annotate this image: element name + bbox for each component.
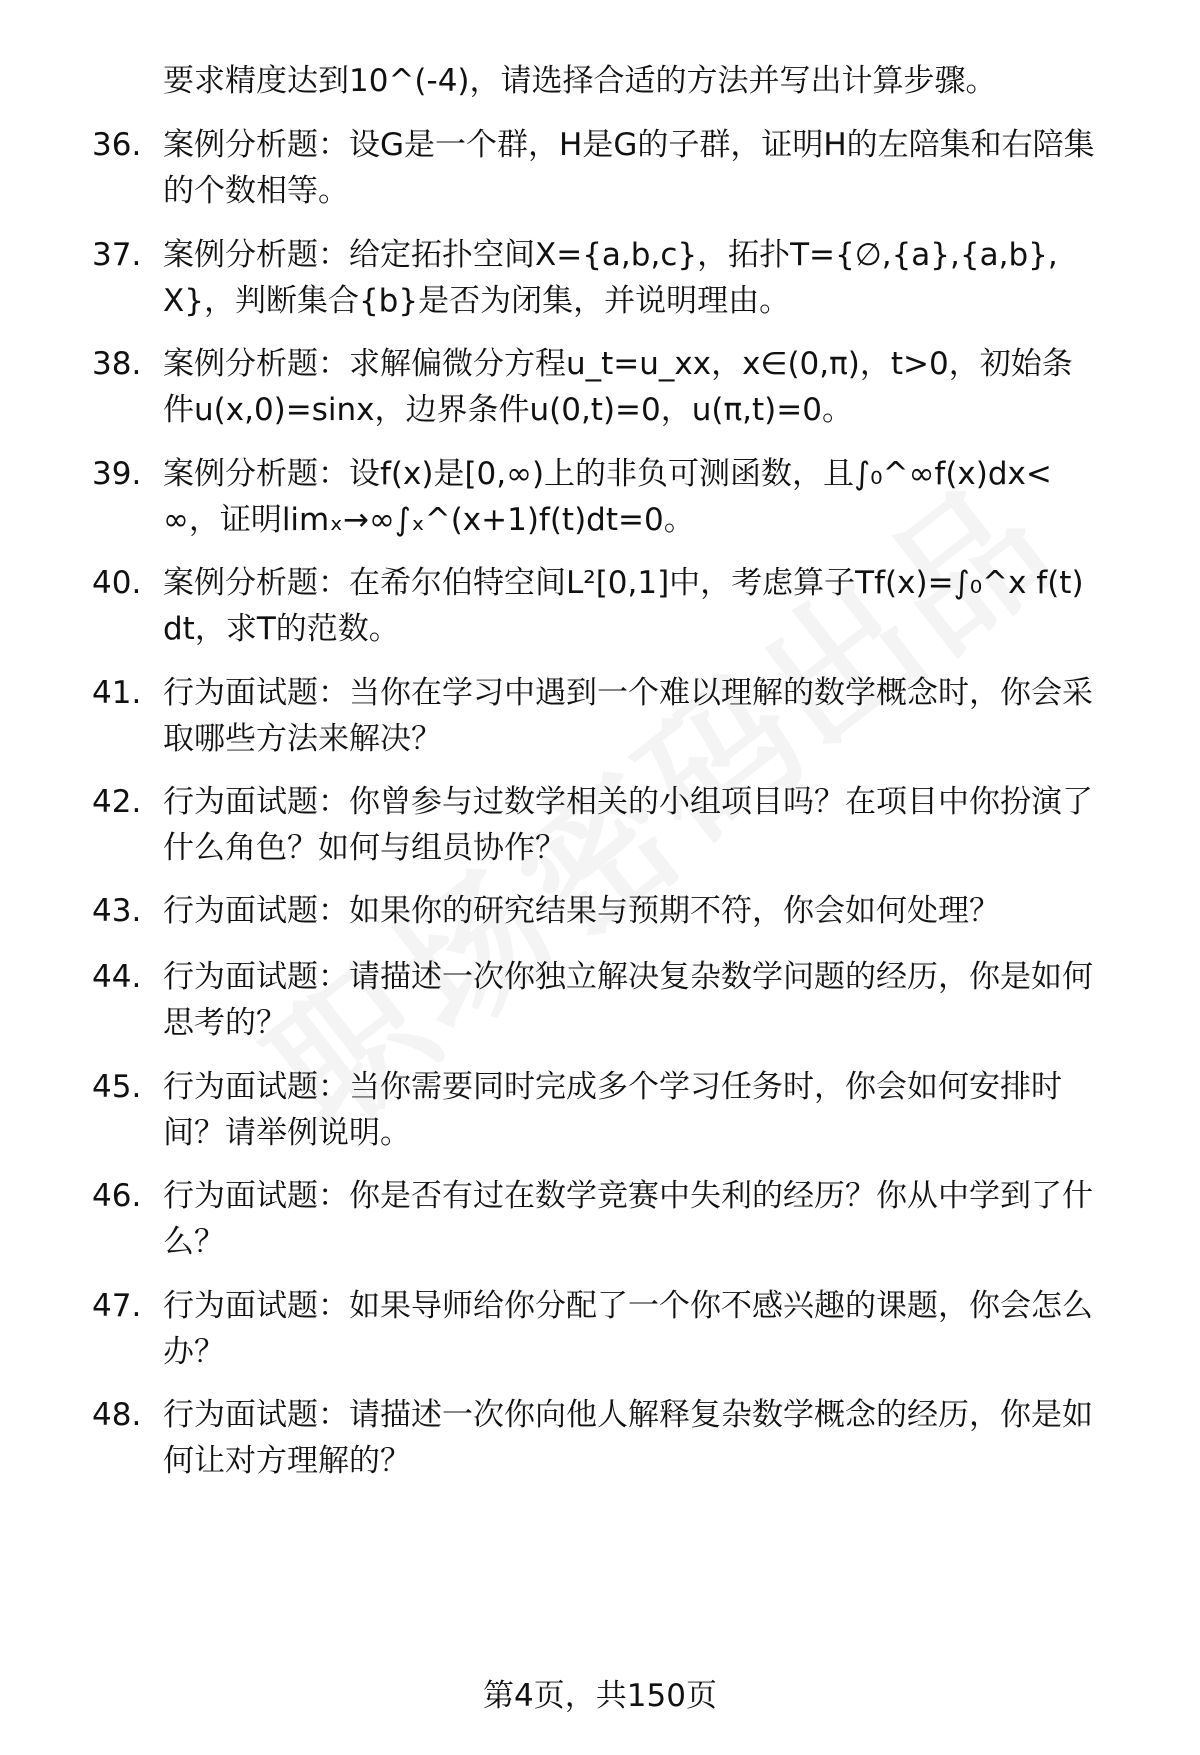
question-text: 行为面试题：当你在学习中遇到一个难以理解的数学概念时，你会采取哪些方法来解决？	[163, 675, 1093, 757]
question-item	[92, 954, 1102, 1046]
question-text: 行为面试题：你曾参与过数学相关的小组项目吗？在项目中你扮演了什么角色？如何与组员协作？	[163, 784, 1093, 866]
question-number: 36.	[92, 127, 142, 163]
question-text: 案例分析题：求解偏微分方程u_t=u_xx，x∈(0,π)，t>0，初始条件u(x,0)=sinx，边界条件u(0,t)=0，u(π,t)=0。	[163, 346, 1073, 428]
question-item	[92, 451, 1102, 543]
question-text: 行为面试题：当你需要同时完成多个学习任务时，你会如何安排时间？请举例说明。	[163, 1069, 1062, 1151]
page-number-footer: 第4页，共150页	[483, 1678, 717, 1714]
question-number: 39.	[92, 456, 142, 492]
question-item	[92, 1064, 1102, 1156]
question-text: 行为面试题：你是否有过在数学竞赛中失利的经历？你从中学到了什么？	[163, 1178, 1093, 1260]
question-text: 案例分析题：设f(x)是[0,∞)上的非负可测函数，且∫₀^∞f(x)dx<∞，证明limₓ→∞∫ₓ^(x+1)f(t)dt=0。	[163, 456, 1052, 538]
question-text: 行为面试题：如果你的研究结果与预期不符，你会如何处理？	[163, 893, 1000, 929]
question-item	[92, 1283, 1102, 1375]
question-item	[92, 888, 1102, 934]
question-number: 40.	[92, 565, 142, 601]
question-number: 38.	[92, 346, 142, 382]
question-number: 45.	[92, 1069, 142, 1105]
question-text: 案例分析题：给定拓扑空间X={a,b,c}，拓扑T={∅,{a},{a,b},X}，判断集合{b}是否为闭集，并说明理由。	[163, 237, 1058, 319]
question-number: 46.	[92, 1178, 142, 1214]
question-number: 37.	[92, 237, 142, 273]
question-number: 48.	[92, 1397, 142, 1433]
question-item	[92, 560, 1102, 652]
continued-question-text: 要求精度达到10^(-4)，请选择合适的方法并写出计算步骤。	[163, 63, 997, 99]
question-item	[92, 1173, 1102, 1265]
question-number: 47.	[92, 1288, 142, 1324]
question-item	[92, 232, 1102, 324]
question-item	[92, 779, 1102, 871]
question-number: 43.	[92, 893, 142, 929]
question-text: 行为面试题：请描述一次你独立解决复杂数学问题的经历，你是如何思考的？	[163, 959, 1093, 1041]
question-number: 44.	[92, 959, 142, 995]
question-item	[92, 670, 1102, 762]
question-item	[92, 122, 1102, 214]
question-number: 42.	[92, 784, 142, 820]
question-text: 行为面试题：如果导师给你分配了一个你不感兴趣的课题，你会怎么办？	[163, 1288, 1093, 1370]
question-item	[92, 341, 1102, 433]
question-item	[92, 1392, 1102, 1484]
question-text: 行为面试题：请描述一次你向他人解释复杂数学概念的经历，你是如何让对方理解的？	[163, 1397, 1093, 1479]
question-number: 41.	[92, 675, 142, 711]
question-text: 案例分析题：设G是一个群，H是G的子群，证明H的左陪集和右陪集的个数相等。	[163, 127, 1095, 209]
question-text: 案例分析题：在希尔伯特空间L²[0,1]中，考虑算子Tf(x)=∫₀^x f(t)dt，求T的范数。	[163, 565, 1084, 647]
